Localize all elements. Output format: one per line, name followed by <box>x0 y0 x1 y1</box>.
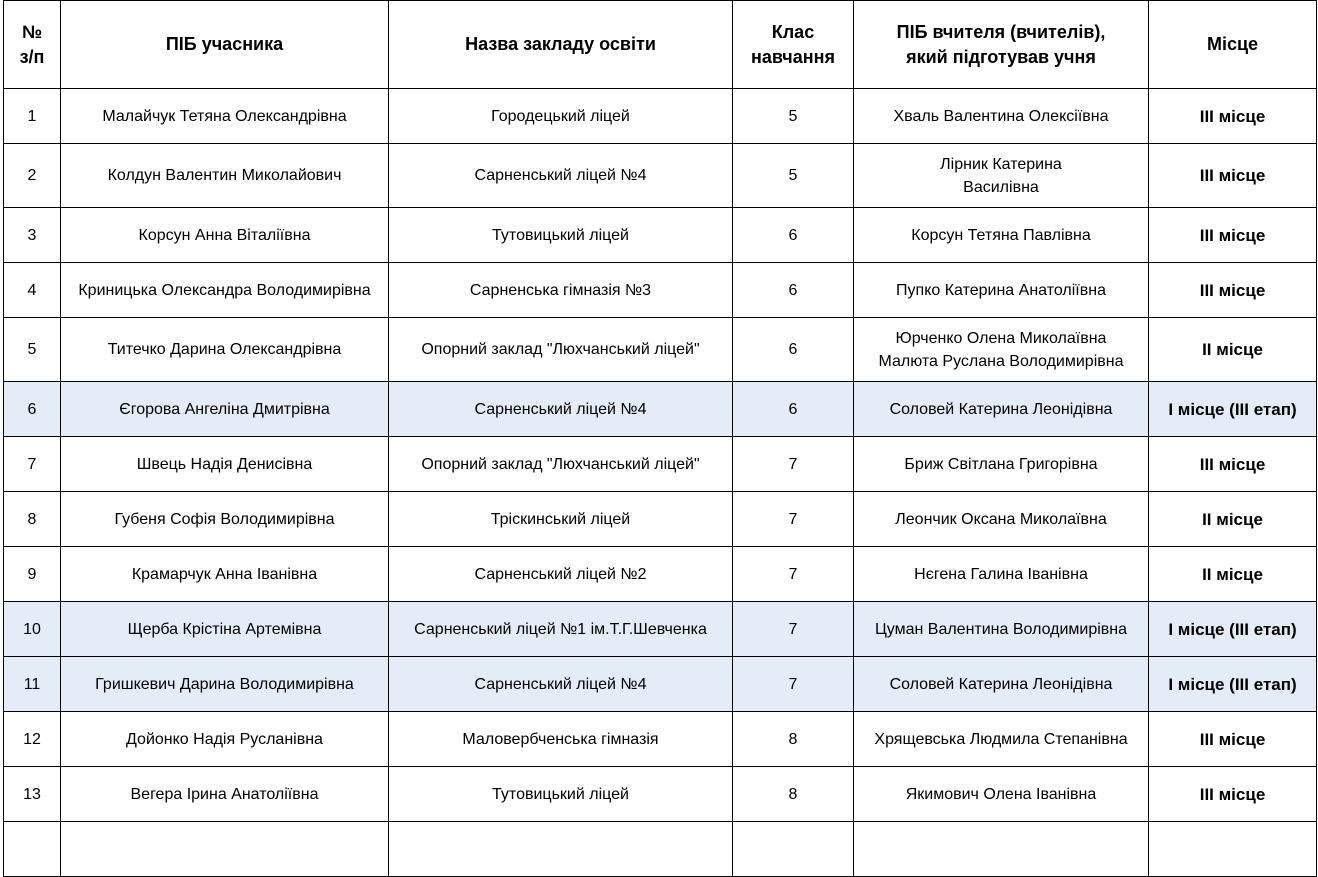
cell-place: ІІІ місце <box>1149 89 1317 144</box>
cell-num: 8 <box>4 492 61 547</box>
cell-school: Сарненський ліцей №2 <box>389 547 733 602</box>
cell-school: Тутовицький ліцей <box>389 767 733 822</box>
table-row <box>4 657 1317 712</box>
cell-school: Сарненський ліцей №4 <box>389 382 733 437</box>
cell-place: ІІІ місце <box>1149 263 1317 318</box>
cell-grade: 6 <box>733 208 854 263</box>
table-row <box>4 382 1317 437</box>
table-row <box>4 602 1317 657</box>
results-table <box>3 0 1317 877</box>
cell-school: Опорний заклад "Люхчанський ліцей" <box>389 437 733 492</box>
cell-name: Щерба Крістіна Артемівна <box>61 602 389 657</box>
cell-place: ІІ місце <box>1149 492 1317 547</box>
cell-num: 13 <box>4 767 61 822</box>
cell-teacher: Соловей Катерина Леонідівна <box>854 657 1149 712</box>
table-row <box>4 547 1317 602</box>
cell-grade: 6 <box>733 382 854 437</box>
cell-teacher: Хрящевська Людмила Степанівна <box>854 712 1149 767</box>
cell-name: Корсун Анна Віталіївна <box>61 208 389 263</box>
cell-num: 4 <box>4 263 61 318</box>
cell-teacher: Якимович Олена Іванівна <box>854 767 1149 822</box>
cell-name <box>61 822 389 877</box>
cell-num: 11 <box>4 657 61 712</box>
cell-grade: 7 <box>733 492 854 547</box>
cell-num: 10 <box>4 602 61 657</box>
cell-num: 7 <box>4 437 61 492</box>
cell-name: Гришкевич Дарина Володимирівна <box>61 657 389 712</box>
table-row <box>4 437 1317 492</box>
cell-name: Губеня Софія Володимирівна <box>61 492 389 547</box>
cell-grade: 7 <box>733 437 854 492</box>
table-row <box>4 263 1317 318</box>
cell-school: Тріскинський ліцей <box>389 492 733 547</box>
cell-teacher: Бриж Світлана Григорівна <box>854 437 1149 492</box>
cell-school: Городецький ліцей <box>389 89 733 144</box>
table-row <box>4 318 1317 382</box>
cell-grade: 8 <box>733 767 854 822</box>
cell-grade: 5 <box>733 89 854 144</box>
cell-teacher: Лірник Катерина Василівна <box>854 144 1149 208</box>
cell-name: Криницька Олександра Володимирівна <box>61 263 389 318</box>
cell-place: ІІ місце <box>1149 547 1317 602</box>
cell-name: Вегера Ірина Анатоліївна <box>61 767 389 822</box>
cell-school: Сарненський ліцей №4 <box>389 144 733 208</box>
cell-school: Сарненська гімназія №3 <box>389 263 733 318</box>
cell-name: Єгорова Ангеліна Дмитрівна <box>61 382 389 437</box>
cell-place: ІІ місце <box>1149 318 1317 382</box>
cell-name: Титечко Дарина Олександрівна <box>61 318 389 382</box>
cell-teacher: Леончик Оксана Миколаївна <box>854 492 1149 547</box>
cell-grade: 6 <box>733 263 854 318</box>
header-place: Місце <box>1149 1 1317 89</box>
cell-teacher: Хваль Валентина Олексіївна <box>854 89 1149 144</box>
cell-grade: 7 <box>733 657 854 712</box>
cell-grade: 5 <box>733 144 854 208</box>
cell-place: ІІІ місце <box>1149 144 1317 208</box>
cell-school: Сарненський ліцей №1 ім.Т.Г.Шевченка <box>389 602 733 657</box>
cell-place: ІІІ місце <box>1149 712 1317 767</box>
cell-num: 3 <box>4 208 61 263</box>
header-teacher: ПІБ вчителя (вчителів), який підготував учня <box>854 1 1149 89</box>
cell-num <box>4 822 61 877</box>
cell-place: І місце (ІІІ етап) <box>1149 602 1317 657</box>
cell-school <box>389 822 733 877</box>
header-school: Назва закладу освіти <box>389 1 733 89</box>
cell-num: 5 <box>4 318 61 382</box>
table-row <box>4 208 1317 263</box>
header-num: № з/п <box>4 1 61 89</box>
cell-place: ІІІ місце <box>1149 767 1317 822</box>
cell-grade: 6 <box>733 318 854 382</box>
cell-teacher: Цуман Валентина Володимирівна <box>854 602 1149 657</box>
cell-teacher <box>854 822 1149 877</box>
cell-num: 1 <box>4 89 61 144</box>
cell-num: 2 <box>4 144 61 208</box>
table-row <box>4 767 1317 822</box>
cell-place: І місце (ІІІ етап) <box>1149 382 1317 437</box>
cell-num: 9 <box>4 547 61 602</box>
cell-place <box>1149 822 1317 877</box>
cell-school: Сарненський ліцей №4 <box>389 657 733 712</box>
cell-name: Крамарчук Анна Іванівна <box>61 547 389 602</box>
table-row <box>4 492 1317 547</box>
header-grade: Клас навчання <box>733 1 854 89</box>
cell-teacher: Корсун Тетяна Павлівна <box>854 208 1149 263</box>
cell-grade: 8 <box>733 712 854 767</box>
cell-name: Швець Надія Денисівна <box>61 437 389 492</box>
table-row <box>4 712 1317 767</box>
cell-school: Опорний заклад "Люхчанський ліцей" <box>389 318 733 382</box>
cell-grade: 7 <box>733 602 854 657</box>
table-row <box>4 822 1317 877</box>
cell-num: 6 <box>4 382 61 437</box>
cell-school: Маловербченська гімназія <box>389 712 733 767</box>
cell-name: Малайчук Тетяна Олександрівна <box>61 89 389 144</box>
cell-teacher: Пупко Катерина Анатоліївна <box>854 263 1149 318</box>
cell-place: І місце (ІІІ етап) <box>1149 657 1317 712</box>
cell-grade: 7 <box>733 547 854 602</box>
table-row <box>4 144 1317 208</box>
cell-name: Колдун Валентин Миколайович <box>61 144 389 208</box>
header-row <box>4 1 1317 89</box>
header-name: ПІБ учасника <box>61 1 389 89</box>
cell-place: ІІІ місце <box>1149 208 1317 263</box>
cell-teacher: Соловей Катерина Леонідівна <box>854 382 1149 437</box>
cell-school: Тутовицький ліцей <box>389 208 733 263</box>
cell-teacher: Юрченко Олена Миколаївна Малюта Руслана Володимирівна <box>854 318 1149 382</box>
cell-num: 12 <box>4 712 61 767</box>
table-row <box>4 89 1317 144</box>
cell-name: Дойонко Надія Русланівна <box>61 712 389 767</box>
cell-teacher: Нєгена Галина Іванівна <box>854 547 1149 602</box>
cell-grade <box>733 822 854 877</box>
cell-place: ІІІ місце <box>1149 437 1317 492</box>
